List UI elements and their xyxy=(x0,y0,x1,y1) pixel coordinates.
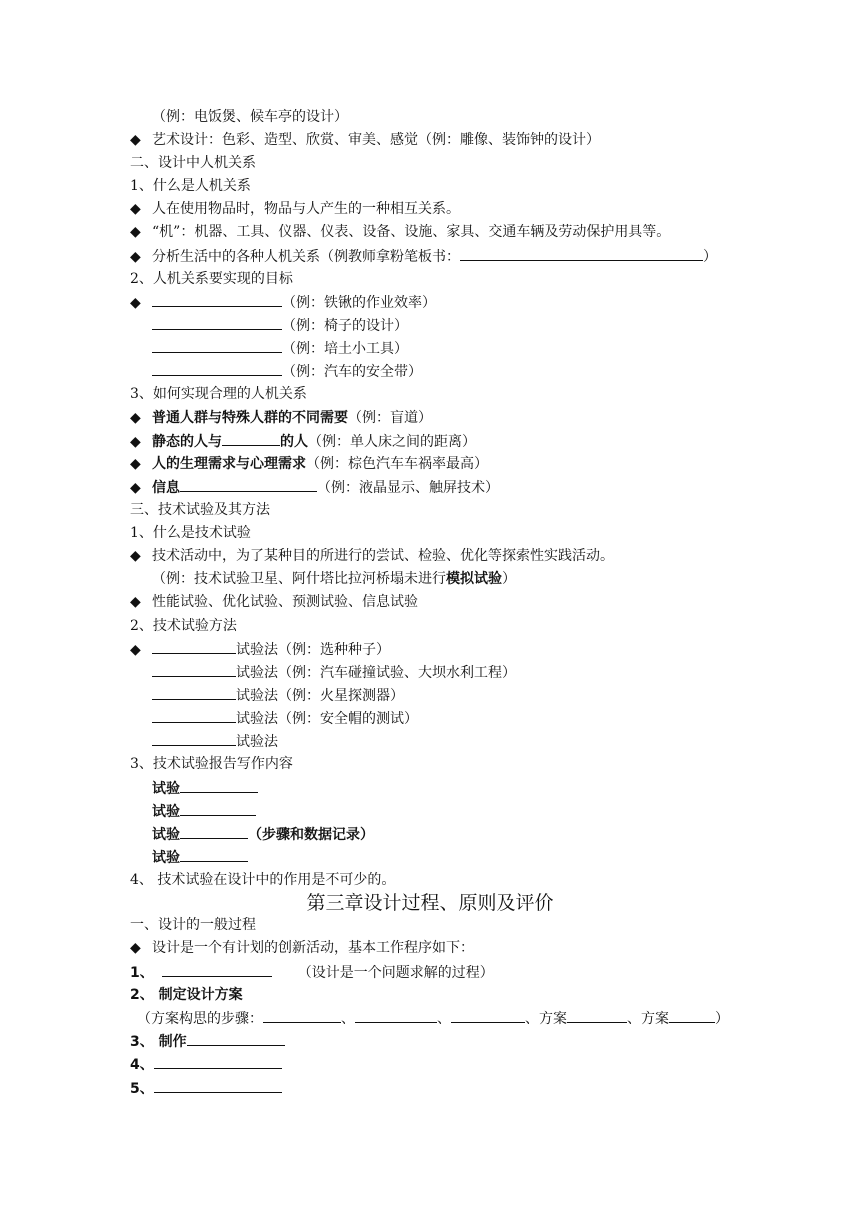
text: 试验法（例：选种种子） xyxy=(236,642,390,658)
blank-line xyxy=(669,1008,715,1023)
text-line xyxy=(152,338,408,359)
text: （例：棕色汽车车祸率最高） xyxy=(306,456,488,472)
text: 方案 xyxy=(539,1011,567,1027)
bold-text: 1、 xyxy=(130,965,154,981)
section-heading: 一、设计的一般过程 xyxy=(130,917,256,933)
diamond-bullet-icon: ◆ xyxy=(130,410,141,426)
bold-text: 试验 xyxy=(152,781,180,797)
text-line xyxy=(152,778,258,799)
subsection-heading: 1、什么是技术试验 xyxy=(130,525,251,541)
numbered-line xyxy=(130,1078,282,1099)
bullet-line xyxy=(130,938,474,958)
diamond-bullet-icon: ◆ xyxy=(130,249,141,265)
text-line xyxy=(152,315,408,336)
blank-line xyxy=(567,1008,627,1023)
text: 、 xyxy=(627,1011,641,1027)
diamond-bullet-icon: ◆ xyxy=(130,940,141,956)
section-heading: 三、技术试验及其方法 xyxy=(130,502,270,518)
bold-text: 5、 xyxy=(130,1081,154,1097)
text: 试验法（例：汽车碰撞试验、大坝水利工程） xyxy=(236,665,516,681)
text-line xyxy=(152,685,404,706)
text: 性能试验、优化试验、预测试验、信息试验 xyxy=(152,594,418,610)
subsection-heading: 3、技术试验报告写作内容 xyxy=(130,756,293,772)
blank-line xyxy=(355,1008,437,1023)
bold-text: 信息 xyxy=(152,480,180,496)
blank-line xyxy=(152,662,236,677)
diamond-bullet-icon: ◆ xyxy=(130,295,141,311)
text: 分析生活中的各种人机关系（例教师拿粉笔板书： xyxy=(152,249,460,265)
bold-text: 模拟试验 xyxy=(446,571,502,587)
text: 、 xyxy=(525,1011,539,1027)
blank-line xyxy=(451,1008,525,1023)
text: （例：单人床之间的距离） xyxy=(308,434,476,450)
blank-line xyxy=(152,361,282,376)
blank-line xyxy=(180,778,258,793)
subsection-heading: 2、人机关系要实现的目标 xyxy=(130,271,293,287)
bold-text: 试验 xyxy=(152,804,180,820)
numbered-line: 2、 制定设计方案 xyxy=(130,987,243,1003)
text: （例：汽车的安全带） xyxy=(282,364,422,380)
diamond-bullet-icon: ◆ xyxy=(130,456,141,472)
blank-line xyxy=(460,246,703,261)
bold-text: 人的生理需求与心理需求 xyxy=(152,456,306,472)
subsection-heading: 2、技术试验方法 xyxy=(130,618,237,634)
text-line xyxy=(152,801,256,822)
diamond-bullet-icon: ◆ xyxy=(130,548,141,564)
text: ） xyxy=(703,249,717,265)
bullet-line xyxy=(130,454,488,474)
text: 技术活动中，为了某种目的所进行的尝试、检验、优化等探索性实践活动。 xyxy=(152,548,614,564)
diamond-bullet-icon: ◆ xyxy=(130,594,141,610)
text: 试验法（例：火星探测器） xyxy=(236,688,404,704)
blank-line xyxy=(263,1008,341,1023)
text: 试验法 xyxy=(236,734,278,750)
text: （例：技术试验卫星、阿什塔比拉河桥塌未进行 xyxy=(152,571,446,587)
bullet-line xyxy=(130,130,600,150)
bullet-line xyxy=(130,246,717,267)
text: ） xyxy=(715,1011,729,1027)
text: （设计是一个问题求解的过程） xyxy=(297,965,494,981)
diamond-bullet-icon: ◆ xyxy=(130,201,141,217)
text: （例：椅子的设计） xyxy=(282,318,408,334)
text: （例：盲道） xyxy=(348,410,432,426)
subsection-heading: 3、如何实现合理的人机关系 xyxy=(130,386,307,402)
text-line xyxy=(137,1008,729,1029)
text: 、 xyxy=(437,1011,451,1027)
bullet-line xyxy=(130,222,670,242)
blank-line xyxy=(154,1054,282,1069)
blank-line xyxy=(152,292,282,307)
text-line xyxy=(152,731,278,752)
bold-text: 的人 xyxy=(280,434,308,450)
blank-line xyxy=(152,685,236,700)
blank-line xyxy=(222,431,280,446)
diamond-bullet-icon: ◆ xyxy=(130,132,141,148)
text-line xyxy=(152,569,516,589)
bold-text: 3、 制作 xyxy=(130,1034,187,1050)
blank-line xyxy=(152,315,282,330)
blank-line xyxy=(180,801,256,816)
text-line xyxy=(152,361,422,382)
blank-line xyxy=(180,824,248,839)
diamond-bullet-icon: ◆ xyxy=(130,224,141,240)
bullet-line xyxy=(130,477,499,498)
bullet-line xyxy=(130,546,614,566)
text: ） xyxy=(502,571,516,587)
chapter-title: 第三章设计过程、原则及评价 xyxy=(306,892,554,914)
blank-line xyxy=(162,962,272,977)
text: 艺术设计：色彩、造型、欣赏、审美、感觉（例：雕像、装饰钟的设计） xyxy=(152,132,600,148)
bullet-line xyxy=(130,408,432,428)
numbered-line xyxy=(130,962,494,983)
bold-text: 静态的人与 xyxy=(152,434,222,450)
text: （例：液晶显示、触屏技术） xyxy=(317,480,499,496)
bullet-line xyxy=(130,199,460,219)
section-heading: 二、设计中人机关系 xyxy=(130,155,256,171)
blank-line xyxy=(180,847,248,862)
bold-text: （步骤和数据记录） xyxy=(248,827,374,843)
text-line xyxy=(152,847,248,868)
blank-line xyxy=(152,338,282,353)
bullet-line xyxy=(130,431,476,452)
text-line xyxy=(152,662,516,683)
text: 人在使用物品时，物品与人产生的一种相互关系。 xyxy=(152,201,460,217)
numbered-line xyxy=(130,1031,285,1052)
text: 试验法（例：安全帽的测试） xyxy=(236,711,418,727)
text: 方案 xyxy=(641,1011,669,1027)
text: （例：培土小工具） xyxy=(282,341,408,357)
blank-line xyxy=(180,477,317,492)
subsection-heading: 4、 技术试验在设计中的作用是不可少的。 xyxy=(130,872,396,888)
bold-text: 试验 xyxy=(152,850,180,866)
text-line: （例：电饭煲、候车亭的设计） xyxy=(152,109,348,125)
bullet-line xyxy=(130,592,418,612)
diamond-bullet-icon: ◆ xyxy=(130,642,141,658)
numbered-line xyxy=(130,1054,282,1075)
blank-line xyxy=(152,639,236,654)
blank-line xyxy=(187,1031,285,1046)
bold-text: 普通人群与特殊人群的不同需要 xyxy=(152,410,348,426)
blank-line xyxy=(152,708,236,723)
bullet-line xyxy=(130,639,390,660)
bold-text: 试验 xyxy=(152,827,180,843)
blank-line xyxy=(154,1078,282,1093)
diamond-bullet-icon: ◆ xyxy=(130,480,141,496)
text-line xyxy=(152,708,418,729)
diamond-bullet-icon: ◆ xyxy=(130,434,141,450)
text: “机”：机器、工具、仪器、仪表、设备、设施、家具、交通车辆及劳动保护用具等。 xyxy=(152,224,671,240)
bold-text: 4、 xyxy=(130,1057,154,1073)
text: （方案构思的步骤： xyxy=(137,1011,263,1027)
blank-line xyxy=(152,731,236,746)
text: 设计是一个有计划的创新活动，基本工作程序如下： xyxy=(152,940,474,956)
text: 、 xyxy=(341,1011,355,1027)
subsection-heading: 1、什么是人机关系 xyxy=(130,178,251,194)
text-line xyxy=(152,824,374,845)
bullet-line xyxy=(130,292,436,313)
text: （例：铁锹的作业效率） xyxy=(282,295,436,311)
